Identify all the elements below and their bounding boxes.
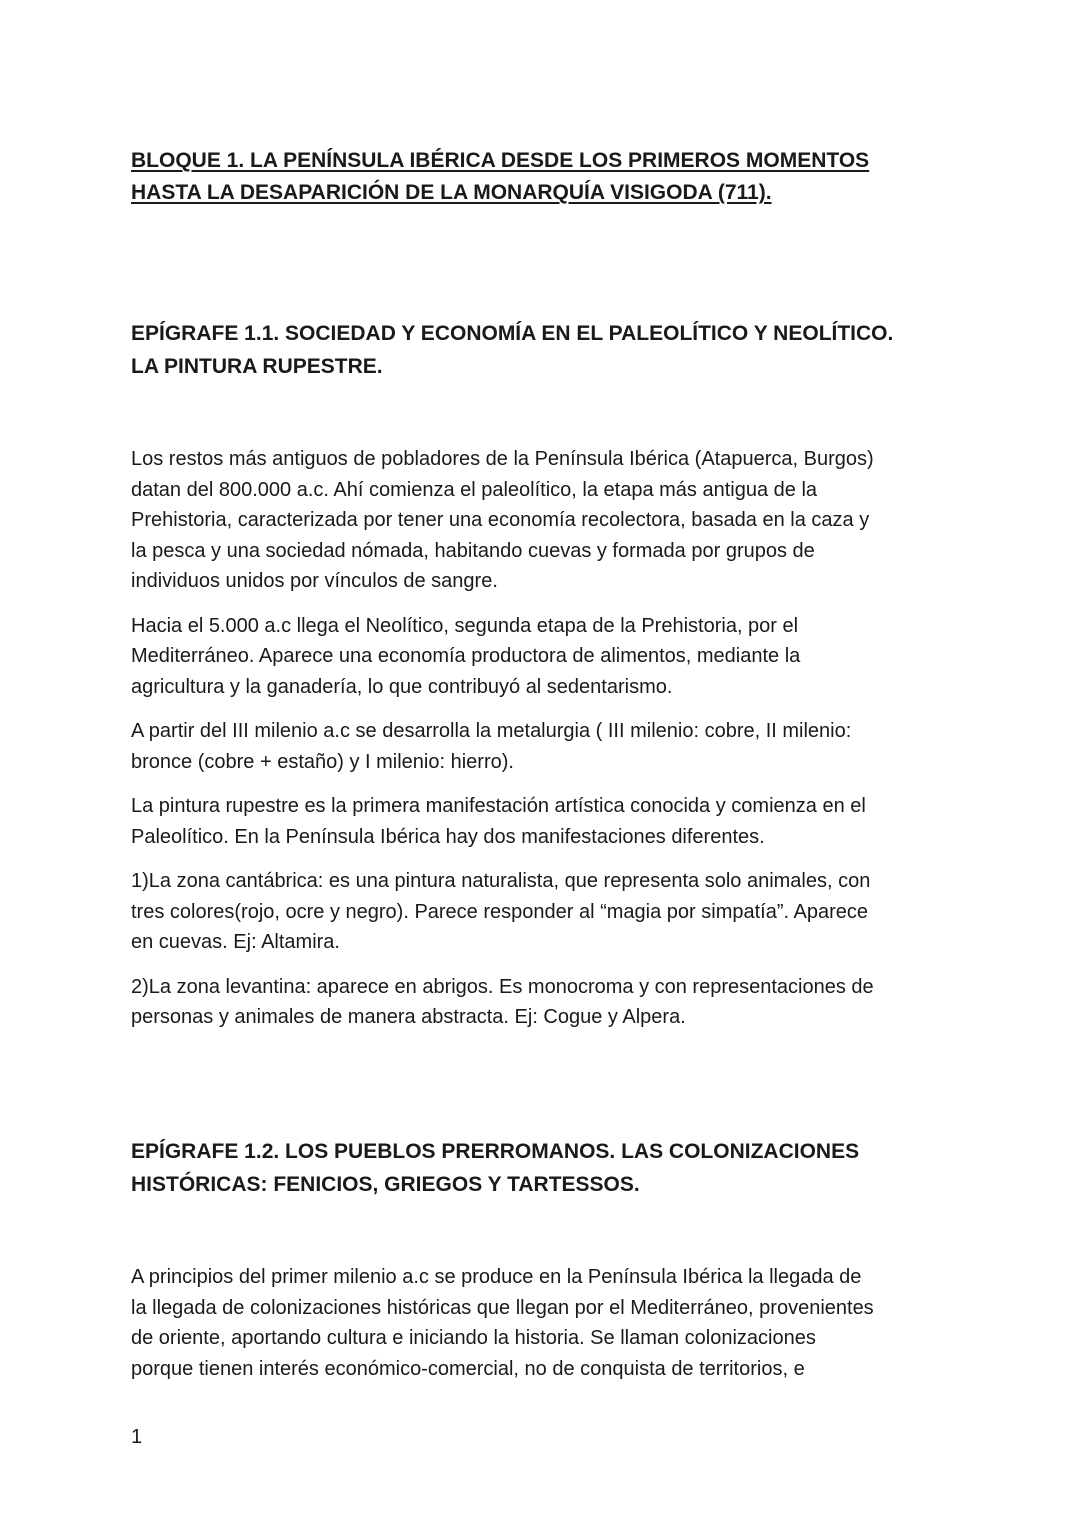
section-heading-1-2: EPÍGRAFE 1.2. LOS PUEBLOS PRERROMANOS. LAS COLONIZACIONES HISTÓRICAS: FENICIOS, GRIEGOS Y TARTESSOS. xyxy=(131,1140,860,1196)
paragraph: Hacia el 5.000 a.c llega el Neolítico, segunda etapa de la Prehistoria, por el Mediterráneo. Aparece una economía productora de alimentos, mediante la agricultura y la ganadería, lo que contribuyó al sedentarismo. xyxy=(131,614,801,698)
paragraph: 2)La zona levantina: aparece en abrigos. Es monocroma y con representaciones de personas y animales de manera abstracta. Ej: Cogue y Alpera. xyxy=(131,975,874,1028)
paragraph: Los restos más antiguos de pobladores de la Península Ibérica (Atapuerca, Burgos) datan del 800.000 a.c. Ahí comienza el paleolítico, la etapa más antigua de la Prehistoria, caracterizada por tener una economía recolectora, basada en la caza y la pesca y una sociedad nómada, habitando cuevas y formada por grupos de individuos unidos por vínculos de sangre. xyxy=(131,448,874,592)
page-number: 1 xyxy=(131,1426,143,1448)
paragraph: 1)La zona cantábrica: es una pintura naturalista, que representa solo animales, con tres colores(rojo, ocre y negro). Parece responder al “magia por simpatía”. Aparece en cuevas. Ej: Altamira. xyxy=(131,870,871,953)
section-heading-1-1: EPÍGRAFE 1.1. SOCIEDAD Y ECONOMÍA EN EL PALEOLÍTICO Y NEOLÍTICO. LA PINTURA RUPESTRE. xyxy=(131,322,894,378)
paragraph: A principios del primer milenio a.c se produce en la Península Ibérica la llegada de la llegada de colonizaciones históricas que llegan por el Mediterráneo, provenientes de oriente, aportando cultura e iniciando la historia. Se llaman colonizaciones porque tienen interés económico-comercial, no de conquista de territorios, e xyxy=(131,1266,874,1380)
section-body-1-2 xyxy=(131,1262,961,1398)
paragraph: A partir del III milenio a.c se desarrolla la metalurgia ( III milenio: cobre, II milenio: bronce (cobre + estaño) y I milenio: hierro). xyxy=(131,720,852,773)
block-title: BLOQUE 1. LA PENÍNSULA IBÉRICA DESDE LOS PRIMEROS MOMENTOS HASTA LA DESAPARICIÓN DE LA MONARQUÍA VISIGODA (711). xyxy=(131,149,870,204)
section-body-1-1 xyxy=(131,444,961,1047)
paragraph: La pintura rupestre es la primera manifestación artística conocida y comienza en el Paleolítico. En la Península Ibérica hay dos manifestaciones diferentes. xyxy=(131,795,866,848)
